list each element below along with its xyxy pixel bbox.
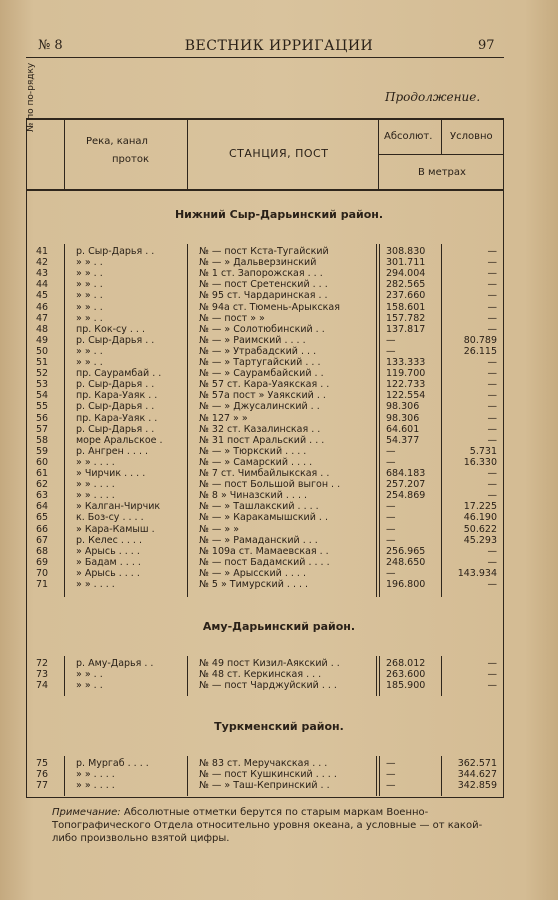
conditional-cell: — — [487, 479, 497, 491]
conditional-cell: 16.330 — [463, 456, 497, 468]
conditional-cell: — — [487, 390, 497, 402]
conditional-cell: — — [487, 401, 497, 413]
absolute-cell: 185.900 — [386, 680, 426, 692]
conditional-cell: — — [487, 268, 497, 280]
river-cell: » » . . — [76, 669, 103, 681]
table-row — [0, 758, 558, 769]
page-number: 97 — [478, 38, 495, 53]
river-cell: » Чирчик . . . . — [76, 468, 146, 479]
station-cell: № 7 ст. Чимбайлыкская . . — [199, 468, 330, 479]
station-cell: № — пост Большой выгон . . — [199, 479, 341, 491]
conditional-cell: — — [487, 468, 497, 479]
station-cell: № 95 ст. Чардаринская . . — [199, 290, 328, 302]
table-row — [0, 457, 558, 468]
station-cell: № — » Тартугайский . . . — [199, 357, 321, 368]
row-number: 57 — [36, 423, 49, 435]
station-cell: № — пост » » — [199, 312, 265, 324]
absolute-cell: — — [386, 345, 396, 357]
row-number: 63 — [36, 490, 49, 502]
row-number: 46 — [36, 301, 49, 313]
row-number: 77 — [36, 780, 49, 792]
table-row — [0, 568, 558, 579]
region-title-amu-darya: Аму-Дарьинский район. — [202, 620, 356, 633]
absolute-cell: 98.306 — [386, 401, 420, 413]
river-cell: р. Мургаб . . . . — [76, 758, 149, 769]
table-row — [0, 669, 558, 680]
river-cell: р. Сыр-Дарья . . — [76, 334, 155, 346]
col-divider-station — [378, 118, 379, 190]
station-cell: № — » Самарский . . . . — [199, 456, 313, 468]
station-cell: № — » » — [199, 523, 240, 535]
row-number: 72 — [36, 658, 49, 669]
table-row — [0, 302, 558, 313]
table-row — [0, 435, 558, 446]
station-cell: № — » Раимский . . . . — [199, 334, 306, 346]
absolute-cell: 157.782 — [386, 312, 426, 324]
station-cell: № 49 пост Кизил-Аякский . . — [199, 658, 340, 669]
conditional-cell: 143.934 — [457, 567, 497, 579]
conditional-cell: 5.731 — [469, 445, 497, 457]
absolute-cell: — — [386, 445, 396, 457]
col-divider-river — [187, 118, 188, 190]
row-number: 65 — [36, 512, 49, 524]
absolute-cell: 133.333 — [386, 357, 426, 368]
continuation-label: Продолжение. — [385, 90, 481, 104]
table-row — [0, 490, 558, 501]
river-cell: р. Сыр-Дарья . . — [76, 379, 155, 391]
col-header-station: СТАНЦИЯ, ПОСТ — [229, 147, 329, 160]
row-number: 43 — [36, 268, 49, 280]
absolute-cell: 254.869 — [386, 490, 426, 502]
table-row — [0, 379, 558, 390]
conditional-cell: — — [487, 490, 497, 502]
row-number: 48 — [36, 323, 49, 335]
table-row — [0, 257, 558, 268]
absolute-cell: — — [386, 769, 396, 781]
table-row — [0, 546, 558, 557]
table-row — [0, 268, 558, 279]
river-cell: р. Келес . . . . — [76, 534, 142, 546]
river-cell: » » . . — [76, 268, 103, 280]
conditional-cell: — — [487, 412, 497, 424]
col-header-units: В метрах — [418, 167, 466, 178]
footnote-label: Примечание: — [52, 807, 121, 818]
absolute-cell: 294.004 — [386, 268, 426, 280]
table-row — [0, 680, 558, 691]
col-header-abs: Абсолют. — [384, 131, 433, 142]
river-cell: к. Боз-су . . . . — [76, 512, 144, 524]
station-cell: № — » Джусалинский . . — [199, 401, 320, 413]
row-number: 71 — [36, 579, 49, 590]
station-cell: № 8 » Чиназский . . . . — [199, 490, 308, 502]
river-cell: » Арысь . . . . — [76, 545, 140, 557]
station-cell: № — » Солотюбинский . . — [199, 323, 325, 335]
absolute-cell: — — [386, 501, 396, 513]
river-cell: » » . . — [76, 312, 103, 324]
table-row — [0, 413, 558, 424]
river-cell: » » . . — [76, 279, 103, 291]
conditional-cell: — — [487, 579, 497, 590]
conditional-cell: 17.225 — [463, 501, 497, 513]
conditional-cell: — — [487, 379, 497, 391]
river-cell: » » . . . . — [76, 490, 115, 502]
table-row — [0, 357, 558, 368]
river-cell: » Арысь . . . . — [76, 567, 140, 579]
row-number: 42 — [36, 257, 49, 269]
row-number: 73 — [36, 669, 49, 681]
row-number: 75 — [36, 758, 49, 769]
col-divider-num — [64, 118, 65, 190]
absolute-cell: 263.600 — [386, 669, 426, 681]
table-row — [0, 769, 558, 780]
table-row — [0, 335, 558, 346]
conditional-cell: — — [487, 423, 497, 435]
table-bottom-rule — [26, 797, 504, 798]
absolute-cell: — — [386, 780, 396, 792]
river-cell: » Калган-Чирчик — [76, 501, 161, 513]
conditional-cell: — — [487, 301, 497, 313]
conditional-cell: 26.115 — [463, 345, 497, 357]
conditional-cell: — — [487, 680, 497, 692]
table-row — [0, 579, 558, 590]
row-number: 74 — [36, 680, 49, 692]
footnote-text: Абсолютные отметки берутся по старым маркам Военно-Топографического Отдела относительно уровня океана, а условные — от какой-либо произвольно взятой цифры. — [52, 807, 483, 844]
col-header-num: № по по-рядку — [26, 62, 36, 132]
station-cell: № — » Саурамбайский . . — [199, 368, 324, 380]
station-cell: № 57 ст. Кара-Уаякская . . — [199, 379, 330, 391]
conditional-cell: — — [487, 323, 497, 335]
river-cell: р. Сыр-Дарья . . — [76, 246, 155, 257]
station-cell: № — » Арысский . . . . — [199, 567, 306, 579]
row-number: 53 — [36, 379, 49, 391]
absolute-cell: 684.183 — [386, 468, 426, 479]
station-cell: № 1 ст. Запорожская . . . — [199, 268, 323, 280]
col-header-river-2: проток — [112, 154, 149, 165]
row-number: 76 — [36, 769, 49, 781]
absolute-cell: 248.650 — [386, 556, 426, 568]
river-cell: » » . . — [76, 301, 103, 313]
river-cell: р. Аму-Дарья . . — [76, 658, 154, 669]
issue-number: № 8 — [38, 38, 63, 53]
station-cell: № 5 » Тимурский . . . . — [199, 579, 309, 590]
station-cell: № 32 ст. Казалинская . . — [199, 423, 321, 435]
row-number: 45 — [36, 290, 49, 302]
col-header-cond: Условно — [450, 131, 493, 142]
station-cell: № — » Таш-Кепринский . . — [199, 780, 330, 792]
conditional-cell: — — [487, 545, 497, 557]
absolute-cell: — — [386, 512, 396, 524]
river-cell: » Бадам . . . . — [76, 556, 141, 568]
footnote — [52, 806, 492, 845]
absolute-cell: 137.817 — [386, 323, 426, 335]
conditional-cell: — — [487, 357, 497, 368]
table-top-rule — [26, 118, 504, 120]
table-row — [0, 557, 558, 568]
conditional-cell: — — [487, 279, 497, 291]
conditional-cell: 362.571 — [457, 758, 497, 769]
table-row — [0, 279, 558, 290]
row-number: 64 — [36, 501, 49, 513]
station-cell: № 127 » » — [199, 412, 248, 424]
table-row — [0, 368, 558, 379]
conditional-cell: — — [487, 257, 497, 269]
river-cell: » » . . . . — [76, 780, 115, 792]
station-cell: № — пост Сретенский . . . — [199, 279, 328, 291]
station-cell: № — пост Чарджуйский . . . — [199, 680, 337, 692]
river-cell: » » . . — [76, 357, 103, 368]
conditional-cell: — — [487, 669, 497, 681]
absolute-cell: 301.711 — [386, 257, 426, 269]
table-row — [0, 512, 558, 523]
river-cell: пр. Саурамбай . . — [76, 368, 162, 380]
absolute-cell: — — [386, 334, 396, 346]
river-cell: р. Сыр-Дарья . . — [76, 423, 155, 435]
row-number: 54 — [36, 390, 49, 402]
absolute-cell: 256.965 — [386, 545, 426, 557]
station-cell: № — » Каракамышский . . — [199, 512, 328, 524]
river-cell: р. Ангрен . . . . — [76, 445, 149, 457]
row-number: 51 — [36, 357, 49, 368]
row-number: 67 — [36, 534, 49, 546]
conditional-cell: — — [487, 658, 497, 669]
row-number: 68 — [36, 545, 49, 557]
conditional-cell: 50.622 — [463, 523, 497, 535]
row-number: 52 — [36, 368, 49, 380]
station-cell: № — пост Бадамский . . . . — [199, 556, 330, 568]
row-number: 55 — [36, 401, 49, 413]
absolute-cell: 64.601 — [386, 423, 420, 435]
table-row — [0, 479, 558, 490]
row-number: 49 — [36, 334, 49, 346]
river-cell: пр. Кара-Уаяк . . — [76, 390, 158, 402]
table-row — [0, 524, 558, 535]
station-cell: № 83 ст. Меручакская . . . — [199, 758, 328, 769]
conditional-cell: 80.789 — [463, 334, 497, 346]
river-cell: » » . . . . — [76, 456, 115, 468]
absolute-cell: 268.012 — [386, 658, 426, 669]
station-cell: № — пост Кушкинский . . . . — [199, 769, 337, 781]
journal-title: ВЕСТНИК ИРРИГАЦИИ — [184, 38, 374, 54]
absolute-cell: — — [386, 758, 396, 769]
row-number: 66 — [36, 523, 49, 535]
row-number: 50 — [36, 345, 49, 357]
row-number: 44 — [36, 279, 49, 291]
station-cell: № — » Рамаданский . . . — [199, 534, 318, 546]
col-divider-abs — [441, 118, 442, 155]
table-row — [0, 446, 558, 457]
table-row — [0, 658, 558, 669]
station-cell: № — » Тюркский . . . . — [199, 445, 307, 457]
river-cell: » » . . — [76, 680, 103, 692]
conditional-cell: — — [487, 290, 497, 302]
river-cell: » » . . — [76, 257, 103, 269]
station-cell: № 57а пост » Уаякский . . — [199, 390, 326, 402]
table-row — [0, 535, 558, 546]
conditional-cell: — — [487, 312, 497, 324]
absolute-cell: — — [386, 567, 396, 579]
river-cell: » » . . . . — [76, 579, 115, 590]
table-row — [0, 501, 558, 512]
table-row — [0, 346, 558, 357]
river-cell: пр. Кок-су . . . — [76, 323, 145, 335]
absolute-cell: — — [386, 523, 396, 535]
conditional-cell: — — [487, 556, 497, 568]
station-cell: № — » Утрабадский . . . — [199, 345, 317, 357]
river-cell: » Кара-Камыш . — [76, 523, 155, 535]
river-cell: » » . . . . — [76, 479, 115, 491]
table-row — [0, 324, 558, 335]
absolute-cell: 122.554 — [386, 390, 426, 402]
row-number: 56 — [36, 412, 49, 424]
absolute-cell: — — [386, 534, 396, 546]
row-number: 47 — [36, 312, 49, 324]
river-cell: » » . . — [76, 290, 103, 302]
table-row — [0, 401, 558, 412]
region-title-syr-darya: Нижний Сыр-Дарьинский район. — [174, 208, 384, 221]
station-cell: № — » Ташлакский . . . . — [199, 501, 319, 513]
station-cell: № — » Дальверзинский — [199, 257, 317, 269]
station-cell: № 94а ст. Тюмень-Арыкская — [199, 301, 340, 313]
row-number: 58 — [36, 434, 49, 446]
river-cell: » » . . — [76, 345, 103, 357]
absolute-cell: 237.660 — [386, 290, 426, 302]
station-cell: № — пост Кста-Тугайский — [199, 246, 329, 257]
table-row — [0, 424, 558, 435]
table-header-rule — [26, 189, 504, 191]
absolute-cell: 122.733 — [386, 379, 426, 391]
conditional-cell: — — [487, 434, 497, 446]
row-number: 62 — [36, 479, 49, 491]
row-number: 59 — [36, 445, 49, 457]
table-row — [0, 290, 558, 301]
absolute-cell: 98.306 — [386, 412, 420, 424]
absolute-cell: 119.700 — [386, 368, 426, 380]
conditional-cell: 45.293 — [463, 534, 497, 546]
absolute-cell: 257.207 — [386, 479, 426, 491]
absolute-cell: — — [386, 456, 396, 468]
river-cell: море Аральское . — [76, 434, 163, 446]
col-header-river-1: Река, канал — [86, 136, 148, 147]
river-cell: » » . . . . — [76, 769, 115, 781]
region-title-turkmen: Туркменский район. — [214, 720, 344, 733]
absolute-cell: 158.601 — [386, 301, 426, 313]
station-cell: № 31 пост Аральский . . . — [199, 434, 325, 446]
conditional-cell: 46.190 — [463, 512, 497, 524]
absolute-cell: 54.377 — [386, 434, 420, 446]
row-number: 70 — [36, 567, 49, 579]
table-row — [0, 390, 558, 401]
absolute-cell: 282.565 — [386, 279, 426, 291]
absolute-cell: 196.800 — [386, 579, 426, 590]
row-number: 41 — [36, 246, 49, 257]
conditional-cell: 344.627 — [457, 769, 497, 781]
table-row — [0, 780, 558, 791]
row-number: 60 — [36, 456, 49, 468]
row-number: 69 — [36, 556, 49, 568]
table-row — [0, 313, 558, 324]
header-rule — [26, 57, 504, 58]
conditional-cell: — — [487, 368, 497, 380]
table-row — [0, 246, 558, 257]
conditional-cell: 342.859 — [457, 780, 497, 792]
row-number: 61 — [36, 468, 49, 479]
station-cell: № 109а ст. Мамаевская . . — [199, 545, 329, 557]
conditional-cell: — — [487, 246, 497, 257]
river-cell: пр. Кара-Уаяк . . — [76, 412, 158, 424]
table-row — [0, 468, 558, 479]
absolute-cell: 308.830 — [386, 246, 426, 257]
river-cell: р. Сыр-Дарья . . — [76, 401, 155, 413]
station-cell: № 48 ст. Керкинская . . . — [199, 669, 322, 681]
